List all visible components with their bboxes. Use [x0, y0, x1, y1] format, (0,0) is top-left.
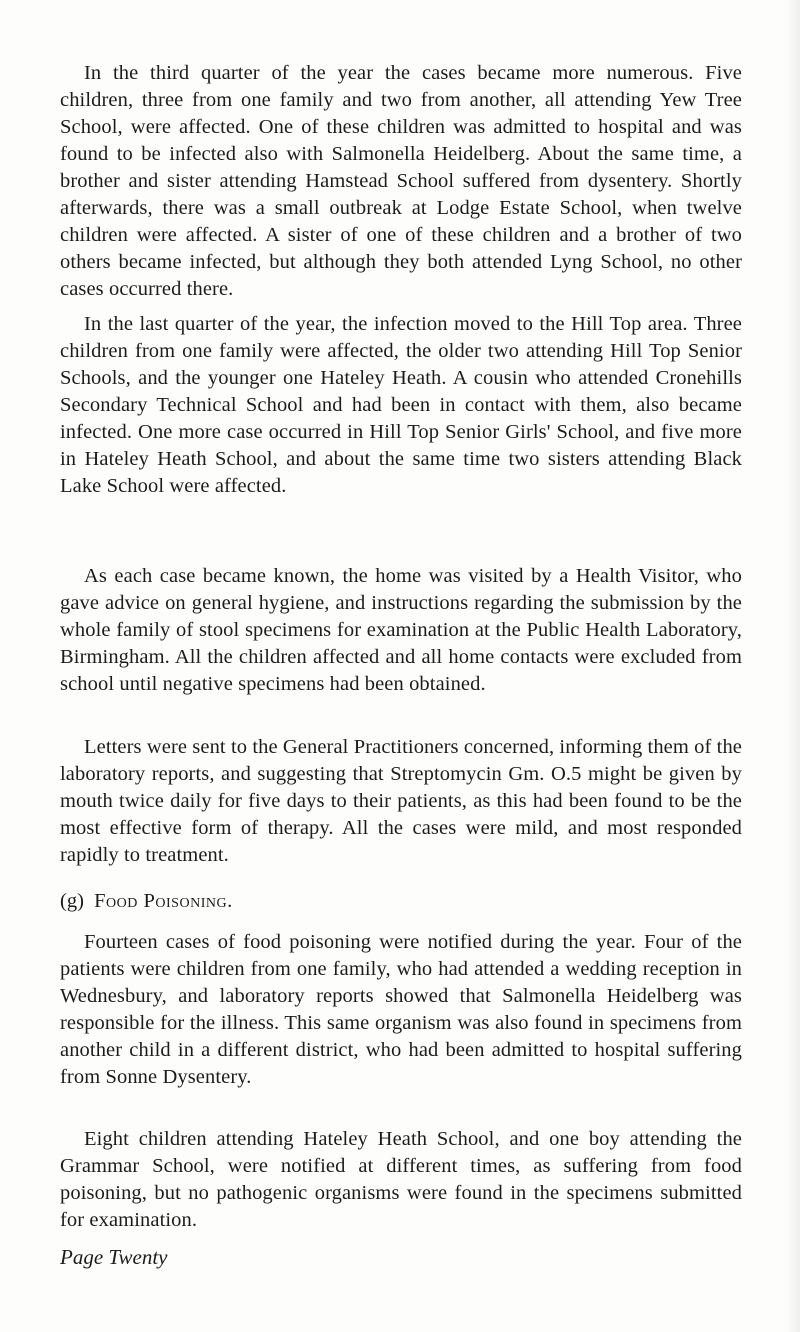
- section-heading-food-poisoning: [60, 888, 233, 915]
- paragraph-eight-children: Eight children attending Hateley Heath School, and one boy attending the Grammar School, were notified at different times, as suffering from food poisoning, but no pathogenic organisms were found in the specimens submitted for examination.: [60, 1128, 742, 1231]
- section-heading-label: (g): [60, 890, 84, 912]
- paragraph-fourteen-cases: Fourteen cases of food poisoning were notified during the year. Four of the patients were children from one family, who had attended a wedding reception in Wednesbury, and laboratory reports showed that Salmonella Heidelberg was responsible for the illness. This same organism was also found in specimens from another child in a different district, who had been admitted to hospital suffering from Sonne Dysentery.: [60, 931, 742, 1088]
- section-heading-title: Food Poisoning.: [94, 890, 233, 912]
- paragraph-letters: Letters were sent to the General Practitioners concerned, informing them of the laboratory reports, and suggesting that Streptomycin Gm. O.5 might be given by mouth twice daily for five days to their patients, as this had been found to be the most effective form of therapy. All the cases were mild, and most responded rapidly to treatment.: [60, 736, 742, 866]
- paragraph-third-quarter: In the third quarter of the year the cases became more numerous. Five children, three from one family and two from another, all attending Yew Tree School, were affected. One of these children was admitted to hospital and was found to be infected also with Salmonella Heidelberg. About the same time, a brother and sister attending Hamstead School suffered from dysentery. Shortly afterwards, there was a small outbreak at Lodge Estate School, when twelve children were affected. A sister of one of these children and a brother of two others became infected, but although they both attended Lyng School, no other cases occurred there.: [60, 62, 742, 300]
- page-edge-shadow: [786, 0, 800, 1332]
- page-number-footer: Page Twenty: [60, 1245, 168, 1269]
- paragraph-last-quarter: In the last quarter of the year, the infection moved to the Hill Top area. Three children from one family were affected, the older two attending Hill Top Senior Schools, and the younger one Hateley Heath. A cousin who attended Cronehills Secondary Technical School and had been in contact with them, also became infected. One more case occurred in Hill Top Senior Girls' School, and five more in Hateley Heath School, and about the same time two sisters attending Black Lake School were affected.: [60, 313, 742, 497]
- paragraph-health-visitor: As each case became known, the home was visited by a Health Visitor, who gave advice on general hygiene, and instructions regarding the submission by the whole family of stool specimens for examination at the Public Health Laboratory, Birmingham. All the children affected and all home contacts were excluded from school until negative specimens had been obtained.: [60, 565, 742, 695]
